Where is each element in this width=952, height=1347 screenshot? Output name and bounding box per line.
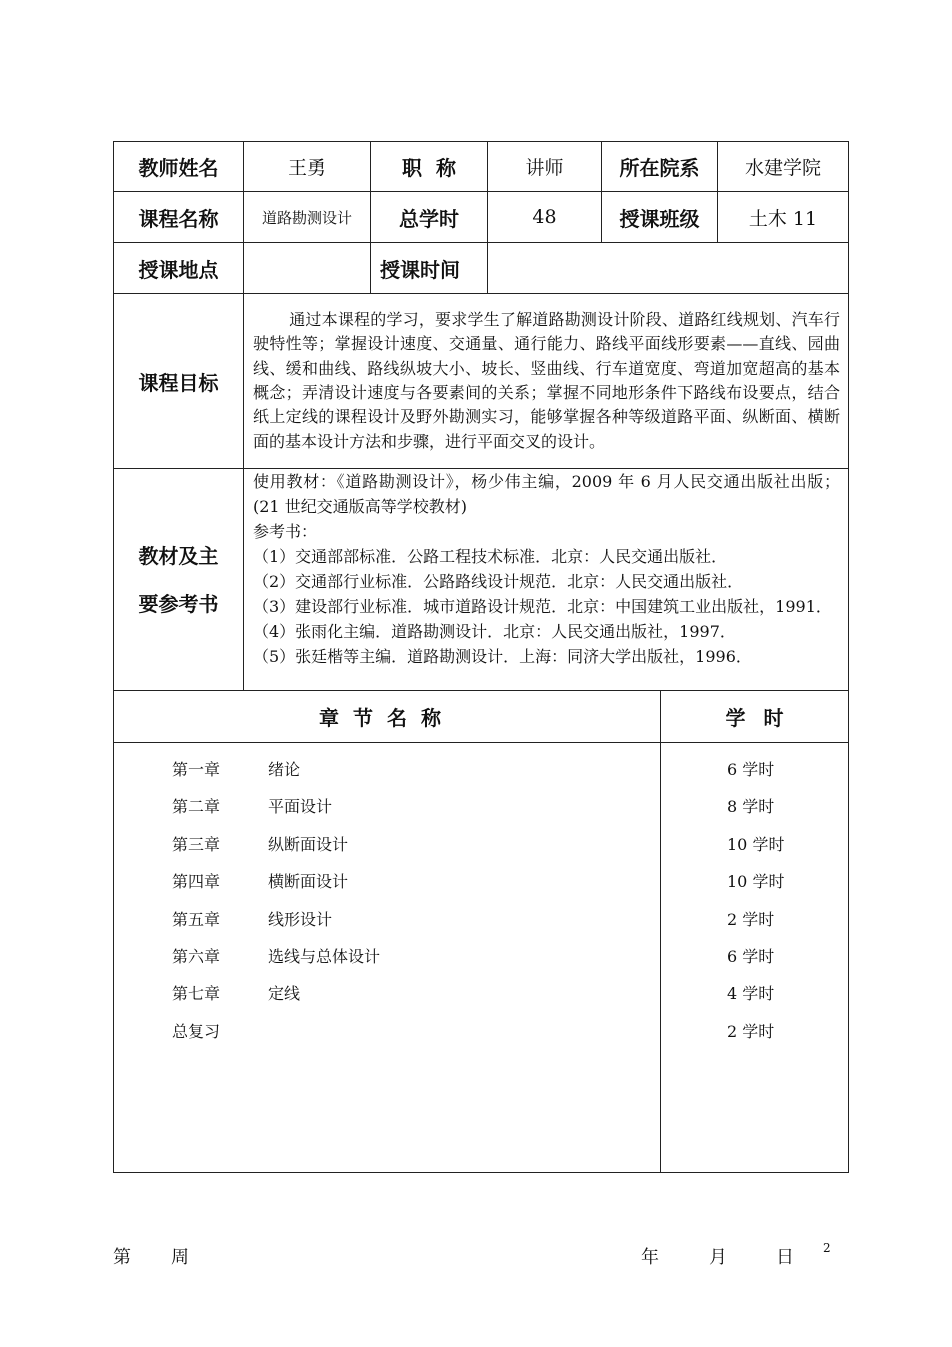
course-info-table — [113, 141, 849, 691]
job-title-value: 讲师 — [488, 142, 602, 192]
chapter-number: 第四章 — [172, 872, 221, 892]
chapter-title: 选线与总体设计 — [268, 946, 381, 966]
chapter-title: 纵断面设计 — [268, 834, 349, 854]
chapter-title: 绪论 — [268, 760, 301, 779]
goal-row — [114, 294, 849, 469]
hours-list — [661, 743, 849, 1173]
chapter-number: 第六章 — [172, 946, 221, 966]
course-goal-label: 课程目标 — [114, 294, 244, 469]
list-item — [114, 907, 660, 944]
chapter-title: 线形设计 — [268, 909, 333, 929]
list-item — [114, 869, 660, 906]
list-item — [114, 794, 660, 831]
total-hours-value: 48 — [488, 192, 602, 243]
reference-item: （2）交通部行业标准．公路路线设计规范．北京：人民交通出版社． — [253, 572, 744, 591]
chapter-title: 平面设计 — [268, 797, 333, 817]
time-label: 授课时间 — [371, 243, 488, 294]
chapter-name-header: 章节名称 — [114, 691, 661, 743]
chapter-hours: 10 学时 — [727, 834, 785, 854]
list-item — [114, 832, 660, 869]
info-row-1 — [114, 142, 849, 192]
chapter-number: 第二章 — [172, 797, 221, 817]
time-value — [488, 243, 849, 294]
textbook-text: 使用教材：《道路勘测设计》，杨少伟主编，2009 年 6 月人民交通出版社出版；(21 世纪交通版高等学校教材) — [253, 472, 840, 516]
chapter-hours: 2 学时 — [727, 1021, 775, 1041]
list-item — [114, 944, 660, 981]
chapter-hours: 10 学时 — [727, 872, 785, 892]
list-item — [114, 757, 660, 794]
reference-item: （3）建设部行业标准．城市道路设计规范．北京：中国建筑工业出版社，1991． — [253, 597, 832, 616]
teacher-name-label: 教师姓名 — [114, 142, 244, 192]
footer-month: 月 — [709, 1247, 727, 1268]
reference-title: 参考书： — [253, 522, 318, 541]
chapter-number: 总复习 — [172, 1021, 221, 1041]
footer-week-di: 第 — [113, 1247, 131, 1268]
chapter-hours: 8 学时 — [727, 797, 775, 817]
chapter-title: 横断面设计 — [268, 872, 349, 892]
course-goal-cell — [244, 294, 849, 469]
reference-item: （4）张雨化主编．道路勘测设计．北京：人民交通出版社，1997． — [253, 622, 736, 641]
chapter-number: 第三章 — [172, 834, 221, 854]
reference-item: （5）张廷楷等主编．道路勘测设计．上海：同济大学出版社，1996． — [253, 647, 752, 666]
course-goal-text: 通过本课程的学习，要求学生了解道路勘测设计阶段、道路红线规划、汽车行驶特性等；掌握设计速度、交通量、通行能力、路线平面线形要素——直线、园曲线、缓和曲线、路线纵坡大小、坡长、竖曲线、行车道宽度、弯道加宽超高的基本概念；弄清设计速度与各要素间的关系；掌握不同地形条件下路线布设要点，结合纸上定线的课程设计及野外勘测实习，能够掌握各种等级道路平面、纵断面、横断面的基本设计方法和步骤，进行平面交叉的设计。 — [253, 309, 840, 451]
chapter-list — [114, 743, 661, 1173]
books-row — [114, 469, 849, 691]
chapter-body-row — [114, 743, 849, 1173]
books-cell — [244, 469, 849, 691]
chapter-hours: 2 学时 — [727, 909, 775, 929]
job-title-label: 职 称 — [371, 142, 488, 192]
info-row-3 — [114, 243, 849, 294]
class-value: 土木 11 — [718, 192, 849, 243]
course-name-value: 道路勘测设计 — [244, 192, 371, 243]
chapter-number: 第一章 — [172, 760, 221, 779]
total-hours-label: 总学时 — [371, 192, 488, 243]
footer-week-zhou: 周 — [171, 1247, 189, 1268]
list-item — [114, 981, 660, 1018]
chapter-hours: 6 学时 — [727, 760, 775, 779]
course-name-label: 课程名称 — [114, 192, 244, 243]
footer-year: 年 — [641, 1247, 659, 1268]
class-label: 授课班级 — [602, 192, 718, 243]
chapter-hours-header: 学时 — [661, 691, 849, 743]
list-item — [114, 1019, 660, 1056]
reference-item: （1）交通部部标准．公路工程技术标准．北京：人民交通出版社． — [253, 547, 728, 566]
course-plan-sheet — [113, 141, 848, 1173]
place-label: 授课地点 — [114, 243, 244, 294]
footer-day: 日 — [776, 1247, 794, 1268]
info-row-2 — [114, 192, 849, 243]
department-label: 所在院系 — [602, 142, 718, 192]
chapter-number: 第七章 — [172, 984, 221, 1004]
teacher-name-value: 王勇 — [244, 142, 371, 192]
place-value — [244, 243, 371, 294]
books-label — [114, 469, 244, 691]
books-label-line2: 要参考书 — [138, 591, 219, 616]
chapter-table — [113, 690, 849, 1173]
chapter-hours: 6 学时 — [727, 946, 775, 966]
chapter-header-row — [114, 691, 849, 743]
chapter-title: 定线 — [268, 984, 301, 1004]
chapter-hours: 4 学时 — [727, 984, 775, 1004]
department-value: 水建学院 — [718, 142, 849, 192]
page-number: 2 — [823, 1241, 831, 1255]
books-label-line1: 教材及主 — [138, 543, 219, 568]
chapter-number: 第五章 — [172, 909, 221, 929]
